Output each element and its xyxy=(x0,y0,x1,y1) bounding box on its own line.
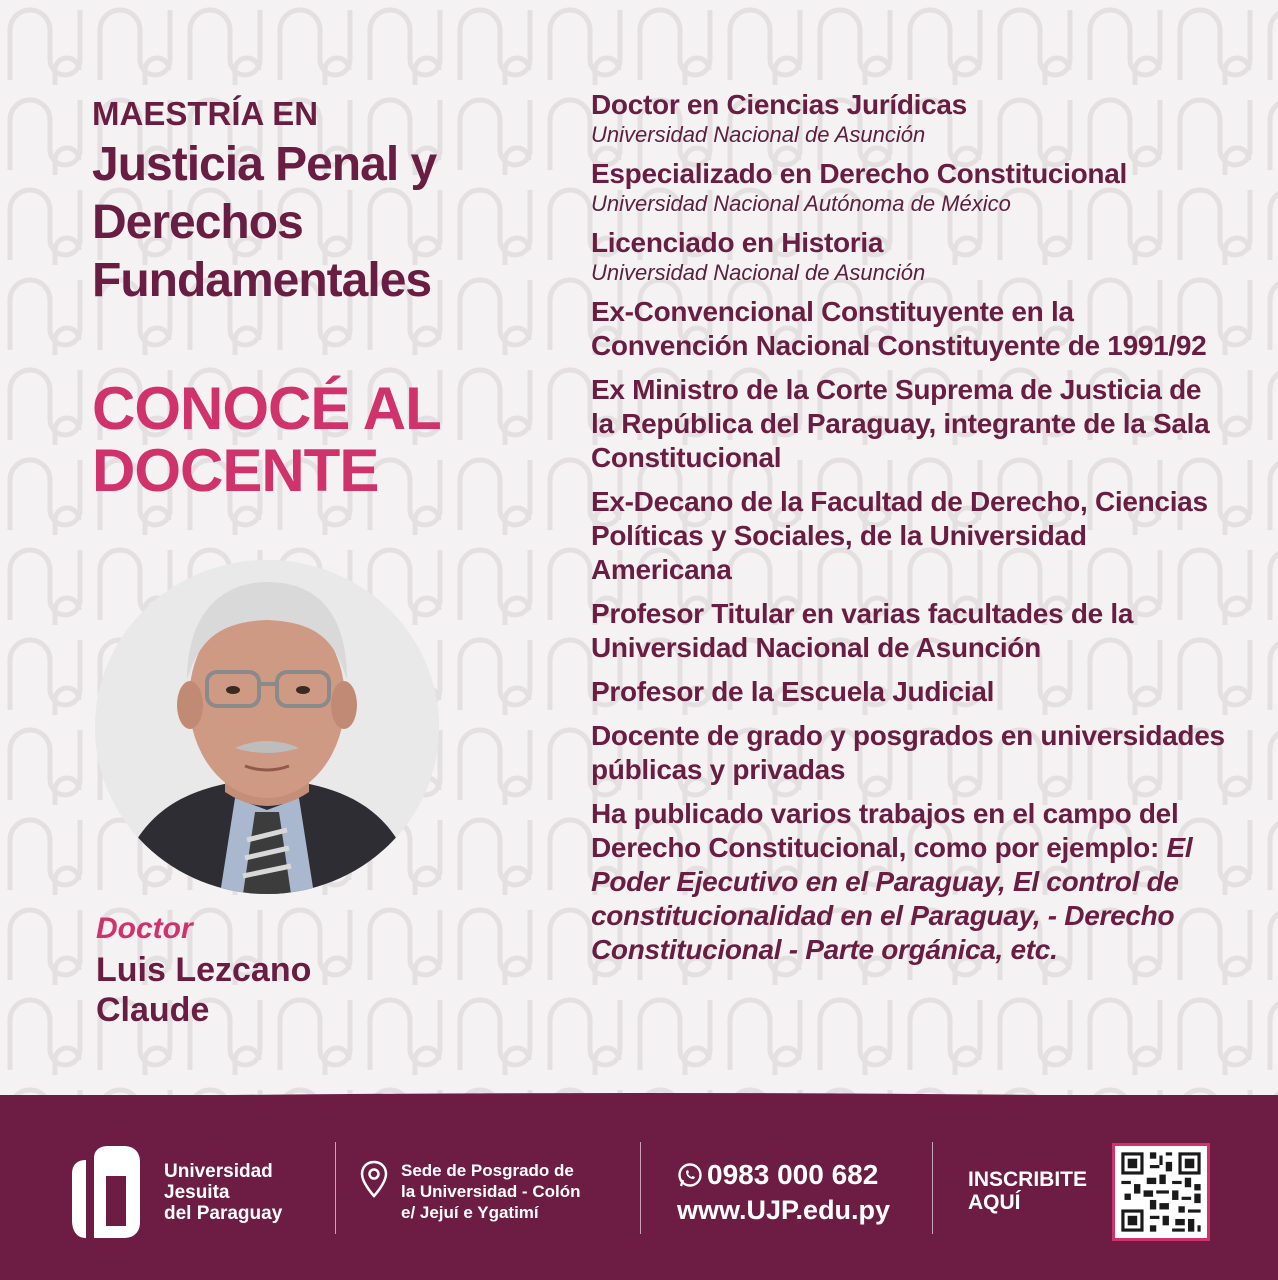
credential-item xyxy=(591,157,1231,216)
credential-title: Profesor de la Escuela Judicial xyxy=(591,676,995,707)
university-name-line: Universidad xyxy=(164,1161,273,1182)
portrait-illustration xyxy=(95,560,439,894)
credential-item xyxy=(591,373,1231,475)
credential-title: Ex Ministro de la Corte Suprema de Justicia de la República del Paraguay, integrante de la Sala Constitucional xyxy=(591,374,1210,473)
program-pretitle: MAESTRÍA EN xyxy=(92,95,319,132)
university-name xyxy=(164,1161,324,1224)
credential-title: Profesor Titular en varias facultades de la Universidad Nacional de Asunción xyxy=(591,598,1134,663)
docente-label: Doctor xyxy=(96,912,193,945)
credential-title-text: Ha publicado varios trabajos en el campo del Derecho Constitucional, como por ejemplo: xyxy=(591,798,1179,863)
credential-title: Ex-Decano de la Facultad de Derecho, Ciencias Políticas y Sociales, de la Universidad Americana xyxy=(591,486,1208,585)
program-title xyxy=(92,136,562,310)
headline xyxy=(92,375,562,504)
contact-phone[interactable] xyxy=(677,1158,878,1192)
program-title-line: Justicia Penal y xyxy=(92,138,437,191)
qr-code-pattern xyxy=(1115,1146,1207,1238)
credential-item xyxy=(591,485,1231,587)
campus-address xyxy=(401,1160,626,1223)
program-title-line: Derechos xyxy=(92,196,303,249)
footer-divider xyxy=(932,1142,933,1234)
headline-line: DOCENTE xyxy=(92,437,379,504)
credential-item xyxy=(591,797,1231,967)
credential-title: Ex-Convencional Constituyente en la Convención Nacional Constituyente de 1991/92 xyxy=(591,296,1207,361)
publications-list: El Poder Ejecutivo en el Paraguay, El control de constitucionalidad en el Paraguay, - Derecho Constitucional - Parte orgánica, etc. xyxy=(591,832,1193,965)
website-link[interactable]: www.UJP.edu.py xyxy=(677,1195,891,1225)
docente-portrait xyxy=(95,560,439,894)
credential-title: Doctor en Ciencias Jurídicas xyxy=(591,89,967,120)
footer-divider xyxy=(335,1142,336,1234)
university-name-line: Jesuita xyxy=(164,1182,230,1203)
whatsapp-icon xyxy=(677,1162,703,1188)
credential-title xyxy=(591,797,1231,967)
university-logo xyxy=(66,1146,142,1238)
program-title-line: Fundamentales xyxy=(92,254,432,307)
credential-item xyxy=(591,719,1231,787)
credential-subtitle: Universidad Nacional de Asunción xyxy=(591,122,926,147)
credential-item xyxy=(591,88,1231,147)
docente-name-line: Luis Lezcano xyxy=(96,951,312,989)
headline-line: CONOCÉ AL xyxy=(92,375,441,442)
credential-item xyxy=(591,675,1231,709)
cta-line: AQUÍ xyxy=(968,1191,1021,1214)
program-header xyxy=(92,96,562,310)
docente-name-line: Claude xyxy=(96,991,210,1029)
address-line: la Universidad - Colón xyxy=(401,1182,581,1201)
location-pin-icon xyxy=(360,1160,388,1198)
qr-code[interactable] xyxy=(1112,1143,1210,1241)
credentials-list xyxy=(591,88,1231,977)
credential-subtitle: Universidad Nacional Autónoma de México xyxy=(591,191,1011,216)
credential-subtitle: Universidad Nacional de Asunción xyxy=(591,260,926,285)
credential-title: Especializado en Derecho Constitucional xyxy=(591,158,1127,189)
footer-divider xyxy=(640,1142,641,1234)
address-line: Sede de Posgrado de xyxy=(401,1161,574,1180)
university-name-line: del Paraguay xyxy=(164,1203,283,1224)
cta-line: INSCRIBITE xyxy=(968,1168,1088,1191)
credential-title: Licenciado en Historia xyxy=(591,227,884,258)
credential-item xyxy=(591,597,1231,665)
credential-item xyxy=(591,295,1231,363)
credential-title: Docente de grado y posgrados en universidades públicas y privadas xyxy=(591,720,1225,785)
credential-item xyxy=(591,226,1231,285)
enroll-cta xyxy=(968,1168,1108,1214)
address-line: e/ Jejuí e Ygatimí xyxy=(401,1203,539,1222)
phone-number: 0983 000 682 xyxy=(707,1159,879,1190)
docente-name xyxy=(96,950,416,1030)
